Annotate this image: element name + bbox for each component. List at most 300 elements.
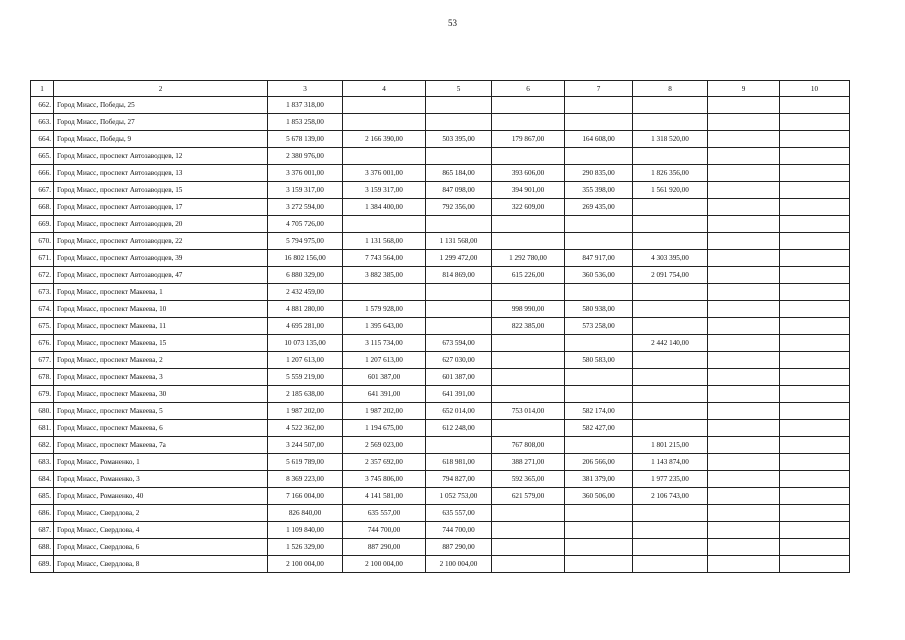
col5-cell: 865 184,00 xyxy=(426,165,492,182)
row-number-cell: 675. xyxy=(31,318,54,335)
col9-cell xyxy=(708,454,780,471)
col8-cell xyxy=(633,318,708,335)
col7-cell: 580 938,00 xyxy=(565,301,633,318)
col4-cell: 2 100 004,00 xyxy=(343,556,426,573)
col9-cell xyxy=(708,539,780,556)
col3-cell: 2 380 976,00 xyxy=(268,148,343,165)
row-number-cell: 667. xyxy=(31,182,54,199)
col6-cell: 388 271,00 xyxy=(492,454,565,471)
col7-cell xyxy=(565,335,633,352)
table-row xyxy=(31,148,850,165)
col10-cell xyxy=(780,335,850,352)
col4-cell: 3 882 385,00 xyxy=(343,267,426,284)
col5-cell: 673 594,00 xyxy=(426,335,492,352)
col7-cell xyxy=(565,369,633,386)
table-row xyxy=(31,488,850,505)
col9-cell xyxy=(708,403,780,420)
col10-cell xyxy=(780,505,850,522)
col5-cell: 2 100 004,00 xyxy=(426,556,492,573)
address-cell: Город Миасс, Победы, 25 xyxy=(54,97,268,114)
address-cell: Город Миасс, проспект Автозаводцев, 20 xyxy=(54,216,268,233)
col6-cell: 393 606,00 xyxy=(492,165,565,182)
col6-cell xyxy=(492,97,565,114)
col4-cell: 1 987 202,00 xyxy=(343,403,426,420)
table-row xyxy=(31,301,850,318)
row-number-cell: 671. xyxy=(31,250,54,267)
col7-cell: 582 427,00 xyxy=(565,420,633,437)
col5-cell xyxy=(426,148,492,165)
col10-cell xyxy=(780,386,850,403)
row-number-cell: 663. xyxy=(31,114,54,131)
col8-cell: 1 143 874,00 xyxy=(633,454,708,471)
address-cell: Город Миасс, проспект Макеева, 1 xyxy=(54,284,268,301)
col10-cell xyxy=(780,131,850,148)
col9-cell xyxy=(708,318,780,335)
col9-cell xyxy=(708,97,780,114)
col5-cell: 744 700,00 xyxy=(426,522,492,539)
col5-cell xyxy=(426,216,492,233)
col9-cell xyxy=(708,284,780,301)
table-row xyxy=(31,216,850,233)
col4-cell: 3 376 001,00 xyxy=(343,165,426,182)
col7-cell: 206 566,00 xyxy=(565,454,633,471)
address-cell: Город Миасс, Победы, 27 xyxy=(54,114,268,131)
table-row xyxy=(31,386,850,403)
col4-cell: 2 357 692,00 xyxy=(343,454,426,471)
row-number-cell: 689. xyxy=(31,556,54,573)
col8-cell: 2 091 754,00 xyxy=(633,267,708,284)
col4-cell xyxy=(343,114,426,131)
address-cell: Город Миасс, Свердлова, 8 xyxy=(54,556,268,573)
column-header: 7 xyxy=(565,81,633,97)
col7-cell: 360 536,00 xyxy=(565,267,633,284)
col10-cell xyxy=(780,267,850,284)
row-number-cell: 681. xyxy=(31,420,54,437)
table-row xyxy=(31,284,850,301)
col6-cell xyxy=(492,369,565,386)
col10-cell xyxy=(780,420,850,437)
col4-cell: 601 387,00 xyxy=(343,369,426,386)
col6-cell xyxy=(492,335,565,352)
column-header: 8 xyxy=(633,81,708,97)
col10-cell xyxy=(780,199,850,216)
data-table xyxy=(30,80,850,573)
col8-cell: 2 106 743,00 xyxy=(633,488,708,505)
col4-cell: 635 557,00 xyxy=(343,505,426,522)
col5-cell: 1 131 568,00 xyxy=(426,233,492,250)
table-row xyxy=(31,165,850,182)
col6-cell: 179 867,00 xyxy=(492,131,565,148)
col4-cell: 3 745 806,00 xyxy=(343,471,426,488)
col6-cell: 1 292 780,00 xyxy=(492,250,565,267)
table-row xyxy=(31,539,850,556)
table-row xyxy=(31,454,850,471)
col8-cell: 4 303 395,00 xyxy=(633,250,708,267)
col5-cell: 792 356,00 xyxy=(426,199,492,216)
col3-cell: 5 559 219,00 xyxy=(268,369,343,386)
col6-cell xyxy=(492,216,565,233)
col6-cell: 822 385,00 xyxy=(492,318,565,335)
col5-cell: 612 248,00 xyxy=(426,420,492,437)
col5-cell: 652 014,00 xyxy=(426,403,492,420)
col10-cell xyxy=(780,539,850,556)
table-row xyxy=(31,335,850,352)
col10-cell xyxy=(780,148,850,165)
col9-cell xyxy=(708,335,780,352)
address-cell: Город Миасс, проспект Макеева, 5 xyxy=(54,403,268,420)
col6-cell xyxy=(492,556,565,573)
col8-cell: 1 801 215,00 xyxy=(633,437,708,454)
col5-cell: 601 387,00 xyxy=(426,369,492,386)
col8-cell xyxy=(633,301,708,318)
col6-cell xyxy=(492,352,565,369)
col6-cell: 322 609,00 xyxy=(492,199,565,216)
col10-cell xyxy=(780,216,850,233)
col10-cell xyxy=(780,454,850,471)
col4-cell: 4 141 581,00 xyxy=(343,488,426,505)
col5-cell: 1 052 753,00 xyxy=(426,488,492,505)
col3-cell: 4 522 362,00 xyxy=(268,420,343,437)
column-header: 1 xyxy=(31,81,54,97)
col6-cell xyxy=(492,420,565,437)
col7-cell: 582 174,00 xyxy=(565,403,633,420)
col3-cell: 826 840,00 xyxy=(268,505,343,522)
col9-cell xyxy=(708,352,780,369)
column-header: 10 xyxy=(780,81,850,97)
row-number-cell: 687. xyxy=(31,522,54,539)
col3-cell: 4 695 281,00 xyxy=(268,318,343,335)
row-number-cell: 664. xyxy=(31,131,54,148)
col7-cell xyxy=(565,522,633,539)
address-cell: Город Миасс, проспект Макеева, 30 xyxy=(54,386,268,403)
row-number-cell: 678. xyxy=(31,369,54,386)
col10-cell xyxy=(780,233,850,250)
column-header: 3 xyxy=(268,81,343,97)
col7-cell xyxy=(565,505,633,522)
col3-cell: 5 678 139,00 xyxy=(268,131,343,148)
col9-cell xyxy=(708,131,780,148)
col5-cell xyxy=(426,437,492,454)
row-number-cell: 685. xyxy=(31,488,54,505)
col3-cell: 3 159 317,00 xyxy=(268,182,343,199)
col3-cell: 1 109 840,00 xyxy=(268,522,343,539)
col4-cell xyxy=(343,97,426,114)
col5-cell: 887 290,00 xyxy=(426,539,492,556)
col7-cell: 381 379,00 xyxy=(565,471,633,488)
col5-cell: 847 098,00 xyxy=(426,182,492,199)
col4-cell xyxy=(343,148,426,165)
page-number: 53 xyxy=(448,18,457,28)
address-cell: Город Миасс, проспект Автозаводцев, 39 xyxy=(54,250,268,267)
table-row xyxy=(31,420,850,437)
column-header: 6 xyxy=(492,81,565,97)
row-number-cell: 677. xyxy=(31,352,54,369)
table-row xyxy=(31,437,850,454)
col9-cell xyxy=(708,369,780,386)
col7-cell: 164 608,00 xyxy=(565,131,633,148)
col3-cell: 6 880 329,00 xyxy=(268,267,343,284)
col7-cell xyxy=(565,216,633,233)
table-row xyxy=(31,182,850,199)
address-cell: Город Миасс, проспект Автозаводцев, 12 xyxy=(54,148,268,165)
col6-cell: 394 901,00 xyxy=(492,182,565,199)
row-number-cell: 688. xyxy=(31,539,54,556)
col6-cell: 753 014,00 xyxy=(492,403,565,420)
col8-cell: 1 561 920,00 xyxy=(633,182,708,199)
col5-cell: 1 299 472,00 xyxy=(426,250,492,267)
col8-cell xyxy=(633,97,708,114)
header-row xyxy=(31,81,850,97)
col4-cell: 1 395 643,00 xyxy=(343,318,426,335)
col5-cell: 503 395,00 xyxy=(426,131,492,148)
address-cell: Город Миасс, Романенко, 40 xyxy=(54,488,268,505)
col9-cell xyxy=(708,250,780,267)
col5-cell: 627 030,00 xyxy=(426,352,492,369)
col6-cell xyxy=(492,233,565,250)
table-body xyxy=(31,81,850,573)
col3-cell: 1 837 318,00 xyxy=(268,97,343,114)
address-cell: Город Миасс, проспект Автозаводцев, 47 xyxy=(54,267,268,284)
col5-cell: 618 981,00 xyxy=(426,454,492,471)
address-cell: Город Миасс, Победы, 9 xyxy=(54,131,268,148)
table-row xyxy=(31,199,850,216)
address-cell: Город Миасс, Свердлова, 4 xyxy=(54,522,268,539)
table-row xyxy=(31,369,850,386)
col7-cell: 580 583,00 xyxy=(565,352,633,369)
address-cell: Город Миасс, проспект Автозаводцев, 22 xyxy=(54,233,268,250)
table-row xyxy=(31,233,850,250)
col8-cell: 1 977 235,00 xyxy=(633,471,708,488)
col9-cell xyxy=(708,522,780,539)
col6-cell xyxy=(492,522,565,539)
col9-cell xyxy=(708,148,780,165)
col10-cell xyxy=(780,488,850,505)
col3-cell: 8 369 223,00 xyxy=(268,471,343,488)
col10-cell xyxy=(780,556,850,573)
col7-cell xyxy=(565,233,633,250)
col8-cell: 2 442 140,00 xyxy=(633,335,708,352)
col6-cell xyxy=(492,114,565,131)
col5-cell: 641 391,00 xyxy=(426,386,492,403)
col10-cell xyxy=(780,301,850,318)
col6-cell: 615 226,00 xyxy=(492,267,565,284)
col9-cell xyxy=(708,114,780,131)
col7-cell xyxy=(565,284,633,301)
col5-cell: 635 557,00 xyxy=(426,505,492,522)
address-cell: Город Миасс, проспект Макеева, 7а xyxy=(54,437,268,454)
col6-cell xyxy=(492,505,565,522)
col10-cell xyxy=(780,284,850,301)
col10-cell xyxy=(780,522,850,539)
col8-cell xyxy=(633,284,708,301)
col3-cell: 2 100 004,00 xyxy=(268,556,343,573)
column-header: 4 xyxy=(343,81,426,97)
col4-cell: 1 384 400,00 xyxy=(343,199,426,216)
col9-cell xyxy=(708,301,780,318)
column-header: 2 xyxy=(54,81,268,97)
col3-cell: 10 073 135,00 xyxy=(268,335,343,352)
col8-cell xyxy=(633,114,708,131)
col7-cell xyxy=(565,148,633,165)
col9-cell xyxy=(708,386,780,403)
col9-cell xyxy=(708,488,780,505)
col8-cell xyxy=(633,233,708,250)
col4-cell: 1 131 568,00 xyxy=(343,233,426,250)
row-number-cell: 676. xyxy=(31,335,54,352)
col4-cell xyxy=(343,284,426,301)
col7-cell: 355 398,00 xyxy=(565,182,633,199)
table-row xyxy=(31,267,850,284)
col7-cell xyxy=(565,437,633,454)
address-cell: Город Миасс, проспект Макеева, 6 xyxy=(54,420,268,437)
col4-cell: 1 207 613,00 xyxy=(343,352,426,369)
row-number-cell: 680. xyxy=(31,403,54,420)
col6-cell: 767 808,00 xyxy=(492,437,565,454)
row-number-cell: 683. xyxy=(31,454,54,471)
col9-cell xyxy=(708,471,780,488)
col4-cell: 744 700,00 xyxy=(343,522,426,539)
col4-cell: 2 166 390,00 xyxy=(343,131,426,148)
col3-cell: 1 526 329,00 xyxy=(268,539,343,556)
table-row xyxy=(31,556,850,573)
col7-cell xyxy=(565,539,633,556)
address-cell: Город Миасс, проспект Автозаводцев, 13 xyxy=(54,165,268,182)
row-number-cell: 668. xyxy=(31,199,54,216)
col3-cell: 5 794 975,00 xyxy=(268,233,343,250)
col6-cell: 998 990,00 xyxy=(492,301,565,318)
col10-cell xyxy=(780,369,850,386)
row-number-cell: 669. xyxy=(31,216,54,233)
col9-cell xyxy=(708,165,780,182)
col6-cell: 592 365,00 xyxy=(492,471,565,488)
address-cell: Город Миасс, проспект Макеева, 10 xyxy=(54,301,268,318)
column-header: 5 xyxy=(426,81,492,97)
col4-cell: 3 115 734,00 xyxy=(343,335,426,352)
table-row xyxy=(31,522,850,539)
address-cell: Город Миасс, проспект Макеева, 2 xyxy=(54,352,268,369)
address-cell: Город Миасс, проспект Автозаводцев, 15 xyxy=(54,182,268,199)
col9-cell xyxy=(708,437,780,454)
row-number-cell: 679. xyxy=(31,386,54,403)
col5-cell: 814 869,00 xyxy=(426,267,492,284)
col7-cell: 573 258,00 xyxy=(565,318,633,335)
row-number-cell: 682. xyxy=(31,437,54,454)
address-cell: Город Миасс, Романенко, 1 xyxy=(54,454,268,471)
col9-cell xyxy=(708,233,780,250)
col10-cell xyxy=(780,403,850,420)
col10-cell xyxy=(780,437,850,454)
col3-cell: 3 376 001,00 xyxy=(268,165,343,182)
table-row xyxy=(31,403,850,420)
table-row xyxy=(31,114,850,131)
col8-cell xyxy=(633,420,708,437)
row-number-cell: 662. xyxy=(31,97,54,114)
col3-cell: 3 272 594,00 xyxy=(268,199,343,216)
column-header: 9 xyxy=(708,81,780,97)
row-number-cell: 673. xyxy=(31,284,54,301)
row-number-cell: 666. xyxy=(31,165,54,182)
col3-cell: 2 432 459,00 xyxy=(268,284,343,301)
col4-cell: 2 569 023,00 xyxy=(343,437,426,454)
col6-cell: 621 579,00 xyxy=(492,488,565,505)
col7-cell: 269 435,00 xyxy=(565,199,633,216)
col9-cell xyxy=(708,556,780,573)
col4-cell: 1 579 928,00 xyxy=(343,301,426,318)
col3-cell: 1 853 258,00 xyxy=(268,114,343,131)
address-cell: Город Миасс, проспект Макеева, 11 xyxy=(54,318,268,335)
col7-cell xyxy=(565,97,633,114)
col3-cell: 5 619 789,00 xyxy=(268,454,343,471)
row-number-cell: 674. xyxy=(31,301,54,318)
col5-cell xyxy=(426,284,492,301)
col9-cell xyxy=(708,505,780,522)
row-number-cell: 665. xyxy=(31,148,54,165)
table-row xyxy=(31,131,850,148)
col8-cell: 1 318 520,00 xyxy=(633,131,708,148)
col9-cell xyxy=(708,182,780,199)
col7-cell xyxy=(565,386,633,403)
col3-cell: 2 185 638,00 xyxy=(268,386,343,403)
row-number-cell: 684. xyxy=(31,471,54,488)
col8-cell xyxy=(633,199,708,216)
col3-cell: 1 987 202,00 xyxy=(268,403,343,420)
col8-cell xyxy=(633,352,708,369)
col6-cell xyxy=(492,148,565,165)
col3-cell: 3 244 507,00 xyxy=(268,437,343,454)
table-row xyxy=(31,318,850,335)
table-row xyxy=(31,505,850,522)
table-row xyxy=(31,352,850,369)
col8-cell xyxy=(633,386,708,403)
col4-cell: 1 194 675,00 xyxy=(343,420,426,437)
col4-cell: 7 743 564,00 xyxy=(343,250,426,267)
col6-cell xyxy=(492,386,565,403)
col8-cell xyxy=(633,148,708,165)
col5-cell xyxy=(426,301,492,318)
col9-cell xyxy=(708,267,780,284)
col4-cell: 887 290,00 xyxy=(343,539,426,556)
col8-cell xyxy=(633,539,708,556)
col3-cell: 4 705 726,00 xyxy=(268,216,343,233)
col9-cell xyxy=(708,420,780,437)
col8-cell xyxy=(633,556,708,573)
col10-cell xyxy=(780,471,850,488)
address-cell: Город Миасс, Романенко, 3 xyxy=(54,471,268,488)
col4-cell xyxy=(343,216,426,233)
table-row xyxy=(31,97,850,114)
row-number-cell: 672. xyxy=(31,267,54,284)
col8-cell xyxy=(633,369,708,386)
col9-cell xyxy=(708,199,780,216)
address-cell: Город Миасс, проспект Макеева, 15 xyxy=(54,335,268,352)
col7-cell: 847 917,00 xyxy=(565,250,633,267)
col7-cell: 290 835,00 xyxy=(565,165,633,182)
col8-cell xyxy=(633,403,708,420)
col4-cell: 641 391,00 xyxy=(343,386,426,403)
address-cell: Город Миасс, Свердлова, 6 xyxy=(54,539,268,556)
col10-cell xyxy=(780,352,850,369)
col8-cell xyxy=(633,522,708,539)
col5-cell xyxy=(426,114,492,131)
col3-cell: 7 166 004,00 xyxy=(268,488,343,505)
col10-cell xyxy=(780,250,850,267)
col5-cell: 794 827,00 xyxy=(426,471,492,488)
col8-cell: 1 826 356,00 xyxy=(633,165,708,182)
col3-cell: 4 881 280,00 xyxy=(268,301,343,318)
table-row xyxy=(31,471,850,488)
col9-cell xyxy=(708,216,780,233)
col6-cell xyxy=(492,284,565,301)
